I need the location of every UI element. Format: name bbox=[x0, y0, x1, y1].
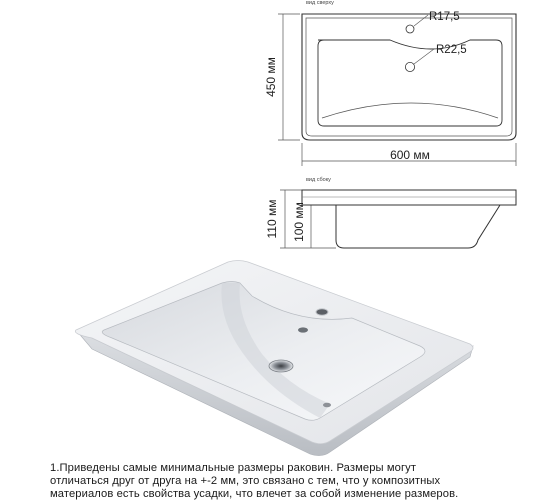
note-line-3: материалов есть свойства усадки, что влечет за собой изменение размеров. bbox=[50, 488, 459, 500]
render-drain-icon bbox=[269, 360, 293, 372]
side-bowl bbox=[336, 205, 500, 248]
sink-render bbox=[75, 261, 473, 456]
side-bowl-height-label: 100 мм bbox=[292, 202, 306, 242]
radius-large-label: R22,5 bbox=[436, 44, 467, 56]
top-view bbox=[264, 0, 516, 166]
render-edge-mark bbox=[323, 403, 331, 408]
side-total-height-label: 110 мм bbox=[265, 199, 279, 239]
note-line-2: отличаться друг от друга на +-2 мм, это связано с тем, что у композитных bbox=[50, 475, 441, 487]
side-slab bbox=[302, 190, 516, 205]
side-view bbox=[265, 177, 516, 248]
note-line-1: 1.Приведены самые минимальные размеры раковин. Размеры могут bbox=[50, 462, 417, 474]
top-height-dim-label: 450 мм bbox=[264, 57, 278, 97]
top-width-dim-label: 600 мм bbox=[390, 148, 430, 162]
render-overflow-icon bbox=[298, 327, 308, 332]
radius-small-label: R17,5 bbox=[429, 11, 460, 23]
size-disclaimer bbox=[50, 462, 560, 501]
render-faucet-hole-icon bbox=[316, 309, 328, 315]
side-view-caption: вид сбоку bbox=[306, 177, 331, 183]
top-view-caption: вид сверху bbox=[306, 0, 334, 6]
